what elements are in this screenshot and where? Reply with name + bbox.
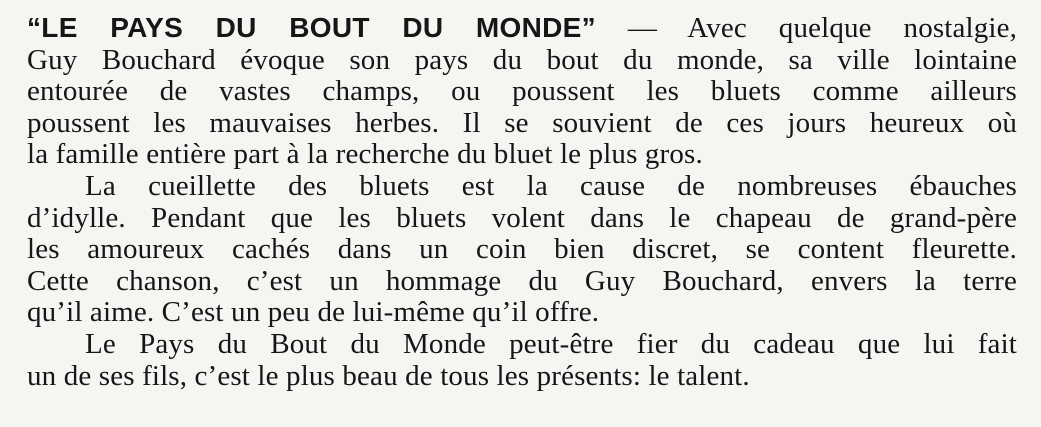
text-line: Le Pays du Bout du Monde peut-être fier du cadeau que lui fait bbox=[85, 327, 1017, 360]
text-line: Guy Bouchard évoque son pays du bout du monde, sa ville lointaine bbox=[27, 43, 1017, 76]
text-line: la famille entière part à la recherche du bluet le plus gros. bbox=[27, 138, 703, 171]
article-text bbox=[27, 12, 1017, 392]
text-line: poussent les mauvaises herbes. Il se souvient de ces jours heureux où bbox=[27, 106, 1017, 139]
text-line-segment: — Avec quelque nostalgie, bbox=[595, 12, 1017, 44]
paragraph-3 bbox=[27, 329, 1017, 392]
text-line: Cette chanson, c’est un hommage du Guy Bouchard, envers la terre bbox=[27, 264, 1017, 297]
text-line: d’idylle. Pendant que les bluets volent dans le chapeau de grand-père bbox=[27, 201, 1017, 234]
article-headline: “LE PAYS DU BOUT DU MONDE” bbox=[27, 12, 596, 43]
text-line: les amoureux cachés dans un coin bien discret, se content fleurette. bbox=[27, 233, 1017, 266]
text-line: un de ses fils, c’est le plus beau de tous les présents: le talent. bbox=[27, 359, 750, 392]
paragraph-2 bbox=[27, 171, 1017, 329]
paragraph-1 bbox=[27, 12, 1017, 171]
text-line: La cueillette des bluets est la cause de nombreuses ébauches bbox=[85, 169, 1017, 202]
text-line bbox=[27, 12, 1017, 45]
text-line: entourée de vastes champs, ou poussent les bluets comme ailleurs bbox=[27, 75, 1017, 108]
text-line: qu’il aime. C’est un peu de lui-même qu’il offre. bbox=[27, 296, 600, 329]
